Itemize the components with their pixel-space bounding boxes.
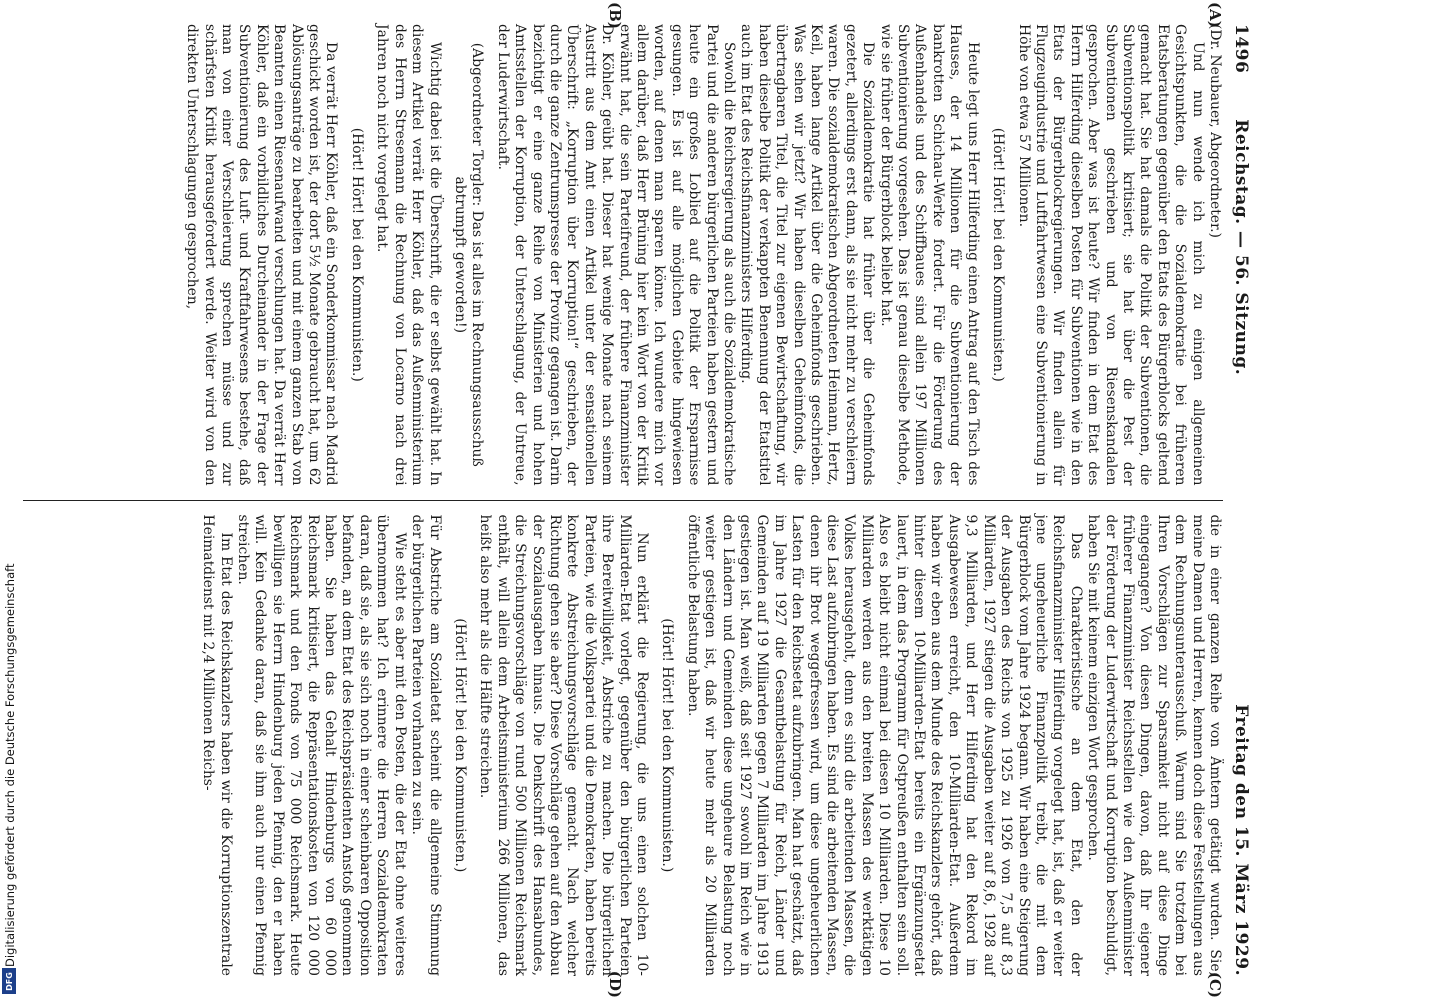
paragraph: Im Etat des Reichskanzlers haben wir die Korruptionszentrale Heimatdienst mit 2,4 Millionen Reichs- [200, 514, 234, 976]
paragraph: Wie steht es aber mit den Posten, die der Etat ohne weiteres übernommen hat? Ich erinnere die Herren Sozialdemokraten daran, daß sie, als sie sich noch in einer scheinbaren Opposition befanden, an dem Etat des Reichspräsidenten Anstoß genommen haben. Sie haben das Gehalt Hindenburgs von 60 000 Reichsmark kritisiert, die Repräsentationskosten von 120 000 Reichsmark und den Fonds von 75 000 Reichsmark. Heute bewilligen sie Herrn Hindenburg jeden Pfennig, den er haben will. Kein Gedanke daran, daß sie ihm auch nur einen Pfennig streichen. [235, 514, 408, 976]
session-date: Freitag den 15. März 1929. [1231, 704, 1251, 976]
column-divider [23, 500, 1223, 501]
paragraph: (Dr. Neubauer, Abgeordneter.) [1207, 24, 1223, 238]
paragraph: Für Abstriche am Sozialetat scheint die allgemeine Stimmung der bürgerlichen Parteien vorhanden zu sein. [409, 514, 443, 976]
dfg-logo: DFG [2, 968, 16, 994]
paragraph: Wichtig dabei ist die Überschrift, die er selbst gewählt hat. In diesem Artikel verrät Herr Köhler, daß das Außenministerium des Herrn Stresemann die Rechnung von Locarno nach drei Jahren noch nicht vorgelegt hat. [374, 24, 443, 486]
paragraph: (Abgeordneter Torgler: Das ist alles im Rechnungsausschuß abtrumpft geworden!) [451, 42, 486, 467]
paragraph: Da verrät Herr Köhler, daß ein Sonderkommissar nach Madrid geschickt worden ist, der dort 5½ Monate gebraucht hat, um 62 Ablösungsanträge zu bearbeiten und mit einem ganzen Stab von Beamten einen Riesenaufwand verschlungen hat. Da verrät Herr Köhler, daß ein vorbildliches Durcheinander in der Frage der Subventionierung des Luft- und Kraftfahrwesens bestehe, daß man von einer Verschleierung sprechen müsse und zur schärfsten Kritik herausgefordert werde. Weiter wird von den direkten Unterschlagungen gesprochen, [184, 24, 340, 486]
paragraph: (Hört! Hört! bei den Kommunisten.) [659, 618, 676, 873]
margin-marker-c: (C) [1206, 971, 1224, 998]
paragraph: Heute legt uns Herr Hilferding einen Antrag auf den Tisch des Hauses, der 14 Millionen für die Subventionierung der bankrotten Schichau-Werke fordert. Für die Förderung des Außenhandels und des Schiffbaues sind allein 197 Millionen Subventionierung vorgesehen. Das ist genau dieselbe Methode, wie sie früher der Bürgerblock beliebt hat. [877, 24, 981, 486]
left-column [23, 2, 1224, 486]
paragraph: (Hört! Hört! bei den Kommunisten.) [348, 127, 365, 382]
paragraph: Das Charakteristische an dem Etat, den der Reichsfinanzminister Hilferding vorgelegt hat, ist, daß er weiter jene ungeheuerliche Finanzpolitik treibt, die mit dem Bürgerblock vom Jahre 1924 begann. Wir haben eine Steigerung der Ausgaben des Reichs von 1925 zu 1926 von 7,5 auf 8,3 Milliarden, 1927 stiegen die Ausgaben weiter auf 8,6, 1928 auf 9,3 Milliarden, und Herr Hilferding hat den Rekord im Ausgabewesen erreicht, den 10-Milliarden-Etat. Außerdem haben wir eben aus dem Munde des Reichskanzlers gehört, daß hinter diesem 10-Milliarden-Etat bereits ein Ergänzungsetat lauert, in dem das Programm für Ostpreußen enthalten sein soll. Also es bleibt nicht einmal bei diesen 10 Milliarden. Diese 10 Milliarden werden aus den breiten Massen des werktätigen Volkes herausgeholt, denn es sind die arbeitenden Massen, die diese Last aufzubringen haben. Es sind die arbeitenden Massen, denen ihr Brot weggefressen wird, um diese ungeheuerlichen Lasten für den Reichsetat aufzubringen. Man hat geschätzt, daß im Jahre 1927 die Gesamtbelastung für Reich, Länder und Gemeinden auf 19 Milliarden gegen 7 Milliarden im Jahre 1913 gestiegen ist. Man weiß, daß seit 1927 sowohl im Reich wie in den Ländern und Gemeinden diese ungeheure Belastung noch weiter gestiegen ist, daß wir heute mehr als 20 Milliarden öffentliche Belastung haben. [684, 514, 1084, 976]
paragraph: (Hört! Hört! bei den Kommunisten.) [451, 618, 468, 873]
page-header [1231, 24, 1251, 976]
paragraph: die in einer ganzen Reihe von Ämtern getätigt wurden. Sie, meine Damen und Herren, kennen doch diese Feststellungen aus dem Rechnungsunterausschuß. Warum sind Sie trotzdem bei Ihren Vorschlägen zur Sparsamkeit nicht auf diese Dinge eingegangen? Von diesen Dingen, davon, daß Ihr eigener früherer Finanzminister Reichsstellen wie den Außenminister der Förderung der Luderwirtschaft und Korruption beschuldigt, haben Sie mit keinem einzigen Wort gesprochen. [1085, 514, 1223, 976]
margin-marker-b: (B) [606, 2, 624, 29]
margin-marker-d: (D) [606, 970, 624, 998]
paragraph: Nun erklärt die Regierung, die uns einen solchen 10-Milliarden-Etat vorlegt, gegenüber den bürgerlichen Parteien ihre Bereitwilligkeit, Abstriche zu machen. Die bürgerlichen Parteien, wie die Volkspartei und die Demokraten, haben bereits konkrete Abstreichungsvorschläge gemacht. Nach welcher Richtung gehen sie aber? Diese Vorschläge gehen auf den Abbau der Sozialausgaben hinaus. Die Denkschrift des Hansabundes, die Streichungsvorschläge von rund 500 Millionen Reichsmark enthält, will allein dem Arbeitsministerium 266 Millionen, das heißt also mehr als die Hälfte streichen. [477, 514, 650, 976]
paragraph: Und nun wende ich mich zu einigen allgemeinen Gesichtspunkten, die die Sozialdemokratie bei früheren Etatsberatungen gegenüber den Etats des Bürgerblocks geltend gemacht hat. Sie hat damals die Politik der Subventionen, die Subventionspolitik kritisiert; sie hat über die Pest der Subventionen geschrieben und von Riesenskandalen gesprochen. Aber was ist heute? Wir finden in dem Etat des Herrn Hilferding dieselben Posten für Subventionen wie in den Etats der Bürgerblockregierungen. Wir finden allein für Flugzeugindustrie und Luftfahrtwesen eine Subventionierung in Höhe von etwa 57 Millionen. [1015, 24, 1206, 486]
funding-notice: Digitalisierung gefördert durch die Deutsche Forschungsgemeinschaft [3, 563, 17, 967]
paragraph: Die Sozialdemokratie hat früher über die Geheimfonds gezetert, allerdings erst dann, als sie nicht mehr zu verschleiern waren. Die sozialdemokratischen Abgeordneten Heimann, Hertz, Keil, haben lange Artikel über die Geheimfonds geschrieben. Was sehen wir jetzt? Wir haben dieselben Geheimfonds, die übertragbaren Titel, die Titel zur eigenen Bewirtschaftung, wir haben dieselbe Politik der verkappten Benennung der Etatstitel auch im Etat des Reichsfinanzministers Hilferding. [738, 24, 877, 486]
paragraph: Sowohl die Reichsregierung als auch die Sozialdemokratische Partei und die anderen bürgerlichen Parteien haben gestern und heute ein großes Loblied auf die Politik der Ersparnisse gesungen. Es ist auf alle möglichen Gebiete hingewiesen worden, auf denen man sparen könne. Ich wundere mich vor allem darüber, daß Herr Brüning hier kein Wort von der Kritik erwähnt hat, die sein Parteifreund, der frühere Finanzminister Dr. Köhler, geübt hat. Dieser hat wenige Monate nach seinem Austritt aus dem Amt einen Artikel unter der sensationellen Überschrift: „Korruption über Korruption!“ geschrieben, der durch die ganze Zentrumspresse der Provinz gegangen ist. Darin bezichtigt er eine ganze Reihe von Ministerien und hohen Amtsstellen der Korruption, der Unterschlagung, der Untreue, der Luderwirtschaft. [494, 24, 738, 486]
page-number: 1496 [1231, 24, 1251, 74]
right-column [23, 514, 1224, 998]
session-title: Reichstag. — 56. Sitzung. [1231, 119, 1251, 376]
paragraph: (Hört! Hört! bei den Kommunisten.) [990, 127, 1007, 382]
margin-marker-a: (A) [1206, 2, 1224, 28]
footer-strip [0, 0, 20, 1000]
